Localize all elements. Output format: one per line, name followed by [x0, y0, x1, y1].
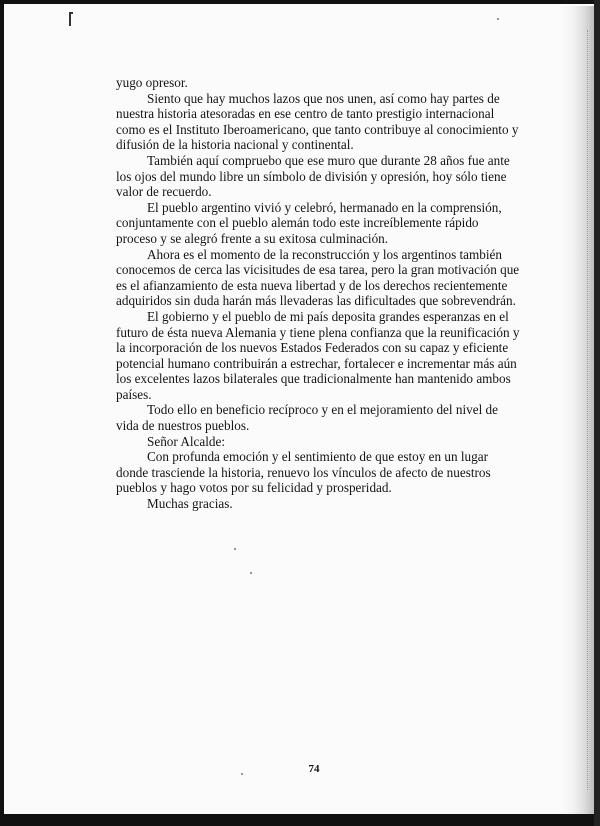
scan-border-top — [0, 0, 600, 4]
paragraph: También aquí compruebo que ese muro que durante 28 años fue ante los ojos del mundo libre un símbolo de división y opresión, hoy sólo tiene valor de recuerdo. — [116, 152, 510, 200]
paragraph: El pueblo argentino vivió y celebró, hermanado en la comprensión, conjuntamente con el pueblo alemán todo este increíblemente rápido proceso y se alegró frente a su exitosa culminación. — [116, 199, 502, 246]
scan-border-right — [594, 0, 600, 826]
scan-speck — [234, 548, 236, 550]
paragraph: Ahora es el momento de la reconstrucción y los argentinos también conocemos de cerca las vicisitudes de esa tarea, pero la gran motivación que es el afianzamiento de esta nueva libertad y de los derechos recientemente adquiridos sin duda harán más llevaderas las dificultades que sobrevendrán. — [116, 246, 520, 309]
book-binding-shadow — [560, 6, 594, 814]
corner-mark — [69, 12, 71, 26]
scan-border-bottom — [0, 814, 600, 826]
paragraph: Siento que hay muchos lazos que nos unen, así como hay partes de nuestra historia atesoradas en ese centro de tanto prestigio internacional como es el Instituto Iberoamericano, que tanto contribuye al conocimiento y difusión de la historia nacional y continental. — [116, 90, 519, 153]
binding-speckle — [579, 30, 588, 790]
scan-speck — [250, 572, 252, 574]
paragraph: El gobierno y el pueblo de mi país deposita grandes esperanzas en el futuro de ésta nueva Alemania y tiene plena confianza que la reunificación y la incorporación de los nuevos Estados Federados con su capaz y eficiente potencial humano contribuirán a estrechar, fortalecer e incrementar más aún los excelentes lazos bilaterales que tradicionalmente han mantenido ambos países. — [116, 308, 520, 402]
body-text — [116, 75, 522, 512]
page-number: 74 — [308, 763, 320, 775]
scan-border-left — [0, 0, 4, 826]
paragraph: Todo ello en beneficio recíproco y en el mejoramiento del nivel de vida de nuestros pueblos. — [116, 402, 498, 434]
paragraph: Con profunda emoción y el sentimiento de que estoy en un lugar donde trasciende la historia, renuevo los vínculos de afecto de nuestros pueblos y hago votos por su felicidad y prosperidad. — [116, 449, 491, 496]
paragraph: Señor Alcalde: — [147, 433, 226, 449]
scan-speck — [497, 18, 499, 20]
paragraph: Muchas gracias. — [147, 496, 233, 512]
paragraph: yugo opresor. — [116, 75, 188, 90]
